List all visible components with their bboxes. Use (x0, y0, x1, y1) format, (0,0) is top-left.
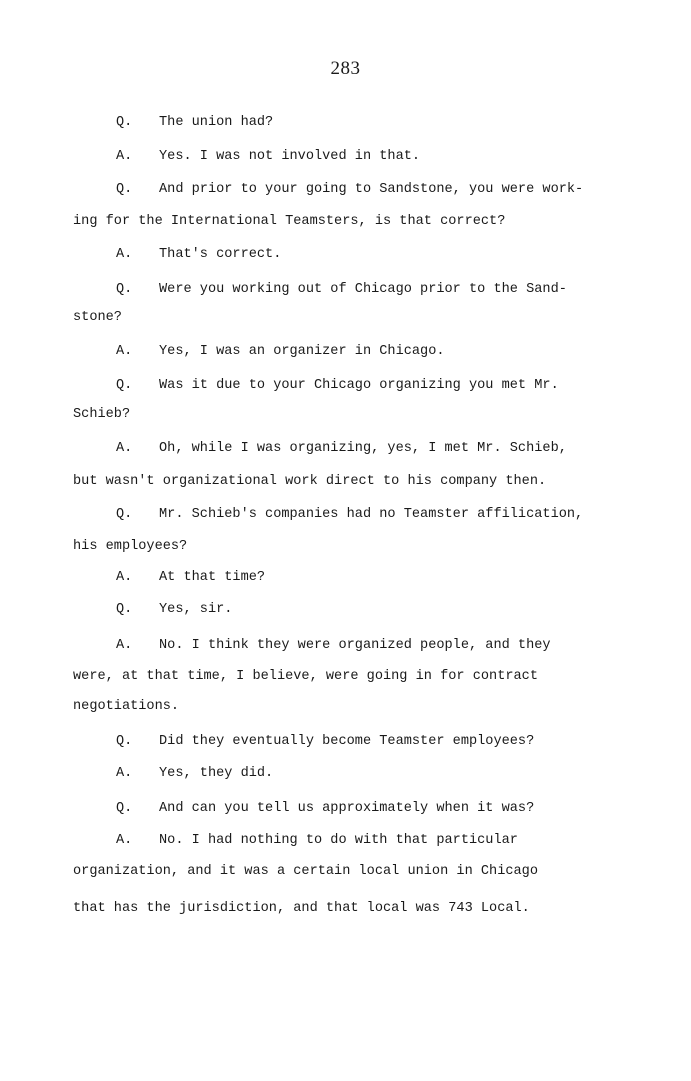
speaker-label: A. (116, 344, 133, 359)
testimony-continuation-line: ing for the International Teamsters, is that correct? (73, 214, 506, 229)
testimony-line: The union had? (159, 115, 274, 130)
testimony-continuation-line: stone? (73, 310, 122, 325)
testimony-line: Oh, while I was organizing, yes, I met Mr. Schieb, (159, 441, 567, 456)
speaker-label: Q. (116, 378, 133, 393)
testimony-continuation-line: that has the jurisdiction, and that local was 743 Local. (73, 901, 530, 916)
testimony-line: Yes. I was not involved in that. (159, 149, 421, 164)
speaker-label: Q. (116, 507, 133, 522)
testimony-line: Yes, they did. (159, 766, 274, 781)
testimony-line: That's correct. (159, 247, 282, 262)
testimony-line: At that time? (159, 570, 266, 585)
speaker-label: Q. (116, 115, 133, 130)
speaker-label: Q. (116, 734, 133, 749)
testimony-line: And can you tell us approximately when it was? (159, 801, 535, 816)
speaker-label: A. (116, 149, 133, 164)
testimony-line: And prior to your going to Sandstone, you were work- (159, 182, 584, 197)
page-number: 283 (330, 58, 361, 79)
testimony-line: Did they eventually become Teamster employees? (159, 734, 535, 749)
speaker-label: A. (116, 247, 133, 262)
speaker-label: A. (116, 638, 133, 653)
testimony-continuation-line: negotiations. (73, 699, 180, 714)
testimony-line: Mr. Schieb's companies had no Teamster affilication, (159, 507, 584, 522)
testimony-continuation-line: organization, and it was a certain local union in Chicago (73, 864, 538, 879)
testimony-line: Was it due to your Chicago organizing you met Mr. (159, 378, 559, 393)
speaker-label: Q. (116, 282, 133, 297)
testimony-line: Yes, I was an organizer in Chicago. (159, 344, 445, 359)
testimony-continuation-line: Schieb? (73, 407, 131, 422)
speaker-label: A. (116, 766, 133, 781)
speaker-label: Q. (116, 602, 133, 617)
testimony-line: No. I think they were organized people, and they (159, 638, 551, 653)
testimony-line: Yes, sir. (159, 602, 233, 617)
speaker-label: A. (116, 833, 133, 848)
testimony-continuation-line: were, at that time, I believe, were going in for contract (73, 669, 538, 684)
testimony-continuation-line: but wasn't organizational work direct to his company then. (73, 474, 547, 489)
testimony-line: No. I had nothing to do with that particular (159, 833, 518, 848)
speaker-label: A. (116, 441, 133, 456)
speaker-label: Q. (116, 801, 133, 816)
testimony-continuation-line: his employees? (73, 539, 188, 554)
speaker-label: Q. (116, 182, 133, 197)
testimony-line: Were you working out of Chicago prior to the Sand- (159, 282, 567, 297)
speaker-label: A. (116, 570, 133, 585)
